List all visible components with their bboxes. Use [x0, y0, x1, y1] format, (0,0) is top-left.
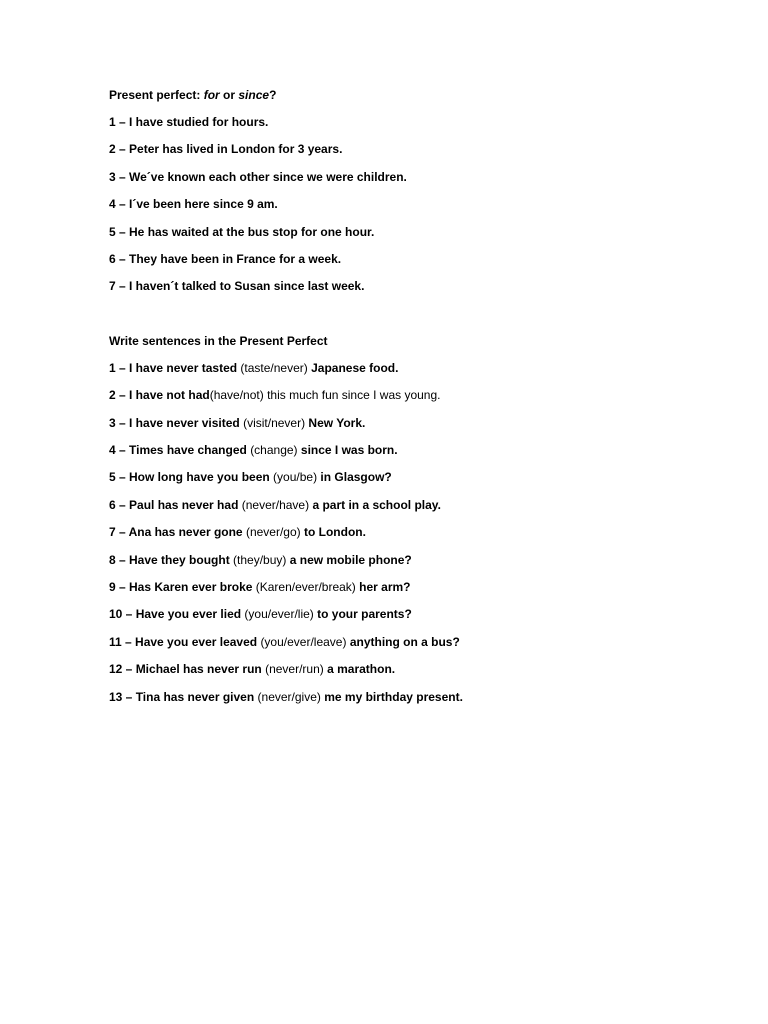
item-rest: a marathon.: [327, 662, 396, 676]
exercise1-item: 3 – We´ve known each other since we were children.: [109, 170, 407, 184]
section1-title: [109, 87, 276, 103]
item-hint: (never/run): [265, 662, 328, 676]
item-hint: (never/go): [245, 525, 304, 539]
item-answer: 5 – How long have you been: [109, 470, 274, 484]
exercise2-item: [109, 469, 392, 485]
item-rest: a part in a school play.: [312, 498, 441, 512]
exercise2-item: [109, 442, 398, 458]
item-rest: a new mobile phone?: [289, 553, 412, 567]
item-rest: in Glasgow?: [320, 470, 392, 484]
exercise1-item: 2 – Peter has lived in London for 3 years.: [109, 142, 343, 156]
item-answer: 1 – I have never tasted: [109, 361, 241, 375]
item-hint: (you/ever/lie): [244, 607, 318, 621]
item-answer: 9 – Has Karen ever broke: [109, 580, 256, 594]
item-rest: to London.: [303, 525, 366, 539]
exercise2-item: [109, 689, 463, 705]
item-answer: 11 – Have you ever leaved: [109, 635, 261, 649]
exercise1-item: 1 – I have studied for hours.: [109, 115, 269, 129]
item-hint: (visit/never): [243, 416, 309, 430]
item-hint: (Karen/ever/break): [255, 580, 360, 594]
item-answer: 10 – Have you ever lied: [109, 607, 245, 621]
item-hint: (never/have): [241, 498, 313, 512]
item-hint: (you/be): [273, 470, 321, 484]
item-answer: 8 – Have they bought: [109, 553, 234, 567]
title-text: or: [219, 88, 239, 102]
exercise2-item: [109, 661, 395, 677]
exercise1-item: 7 – I haven´t talked to Susan since last week.: [109, 279, 365, 293]
item-hint: (taste/never): [240, 361, 312, 375]
title-text: Present perfect:: [109, 88, 204, 102]
exercise2-item: [109, 552, 412, 568]
title-text: ?: [269, 88, 277, 102]
exercise2-item: [109, 360, 398, 376]
item-answer: 3 – I have never visited: [109, 416, 244, 430]
item-hint: (never/give): [257, 690, 325, 704]
exercise1-item: 4 – I´ve been here since 9 am.: [109, 197, 278, 211]
title-text: since: [238, 88, 270, 102]
item-rest: anything on a bus?: [349, 635, 460, 649]
item-hint: (you/ever/leave): [260, 635, 350, 649]
item-rest: Japanese food.: [311, 361, 399, 375]
item-hint: (they/buy): [233, 553, 290, 567]
item-hint: (change): [250, 443, 301, 457]
exercise2-item: [109, 497, 441, 513]
item-rest: her arm?: [359, 580, 411, 594]
item-rest: me my birthday present.: [324, 690, 463, 704]
item-answer: 6 – Paul has never had: [109, 498, 242, 512]
item-answer: 7 – Ana has never gone: [109, 525, 246, 539]
item-rest: New York.: [308, 416, 366, 430]
section2-title: Write sentences in the Present Perfect: [109, 334, 328, 348]
item-answer: 2 – I have not had: [109, 388, 210, 402]
item-answer: 13 – Tina has never given: [109, 690, 258, 704]
item-rest: to your parents?: [317, 607, 412, 621]
exercise2-item: [109, 415, 365, 431]
item-answer: 12 – Michael has never run: [109, 662, 266, 676]
exercise2-item: [109, 606, 412, 622]
item-answer: 4 – Times have changed: [109, 443, 251, 457]
exercise1-item: 6 – They have been in France for a week.: [109, 252, 342, 266]
exercise2-item: [109, 579, 411, 595]
item-rest: since I was born.: [300, 443, 398, 457]
exercise2-item: [109, 524, 366, 540]
exercise2-item: [109, 634, 460, 650]
exercise2-item: [109, 387, 441, 403]
item-hint: (have/not) this much fun since I was young.: [209, 388, 441, 402]
exercise1-item: 5 – He has waited at the bus stop for one hour.: [109, 225, 375, 239]
title-text: for: [203, 88, 220, 102]
